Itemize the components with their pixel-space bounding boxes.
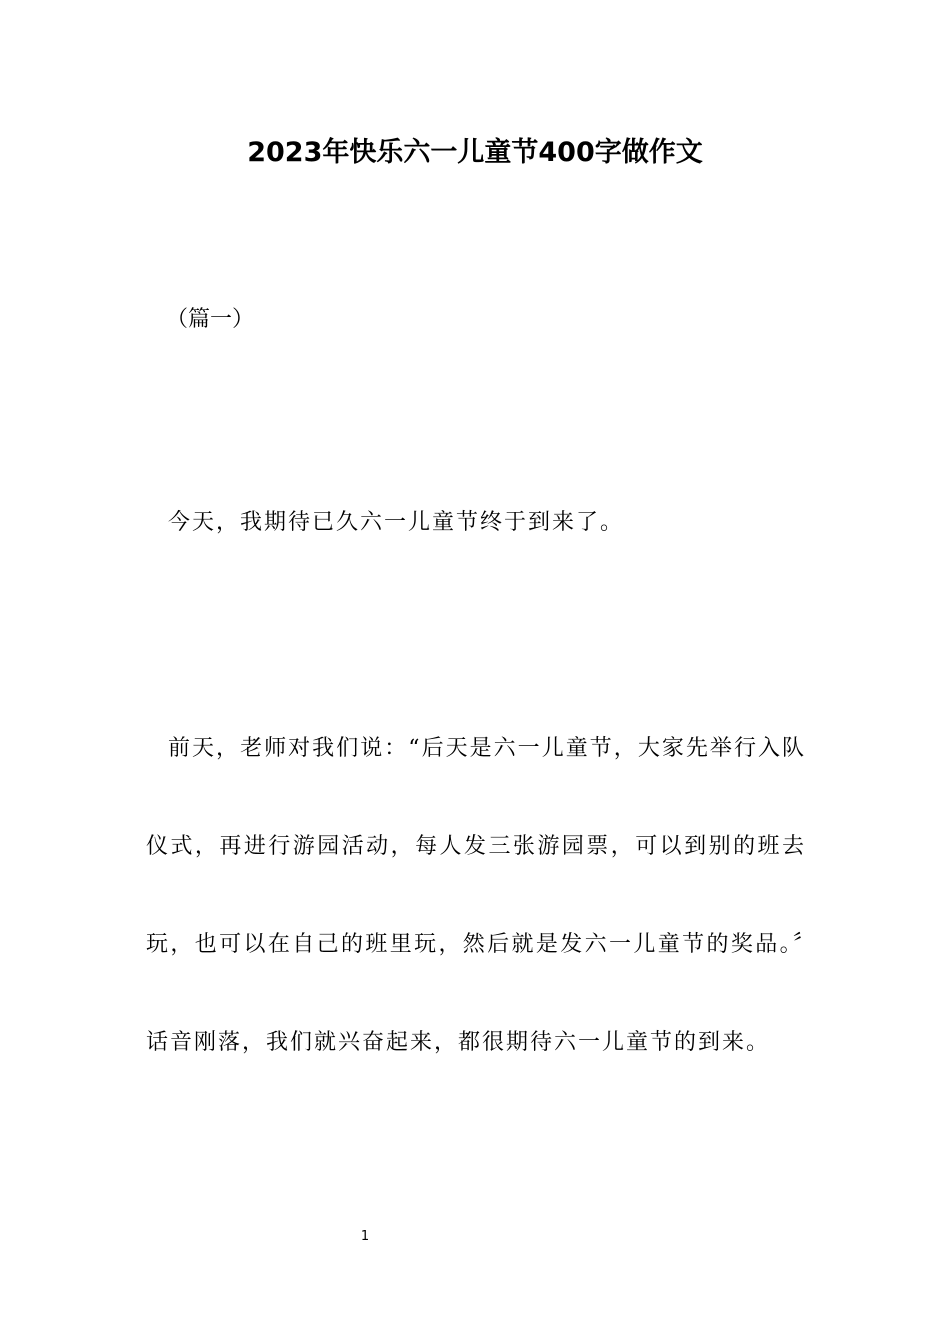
paragraph-2: 前天，老师对我们说：“后天是六一儿童节，大家先举行入队仪式，再进行游园活动，每人发三张游园票，可以到别的班去玩，也可以在自己的班里玩，然后就是发六一儿童节的奖品。〞话音刚落，我们就兴奋起来，都很期待六一儿童节的到来。 [146, 736, 806, 1055]
page-number: 1 [360, 1229, 370, 1244]
section-label: （篇一） [166, 307, 255, 332]
paragraph-1: 今天，我期待已久六一儿童节终于到来了。 [168, 510, 625, 535]
page-title: 2023年快乐六一儿童节400字做作文 [247, 137, 703, 168]
